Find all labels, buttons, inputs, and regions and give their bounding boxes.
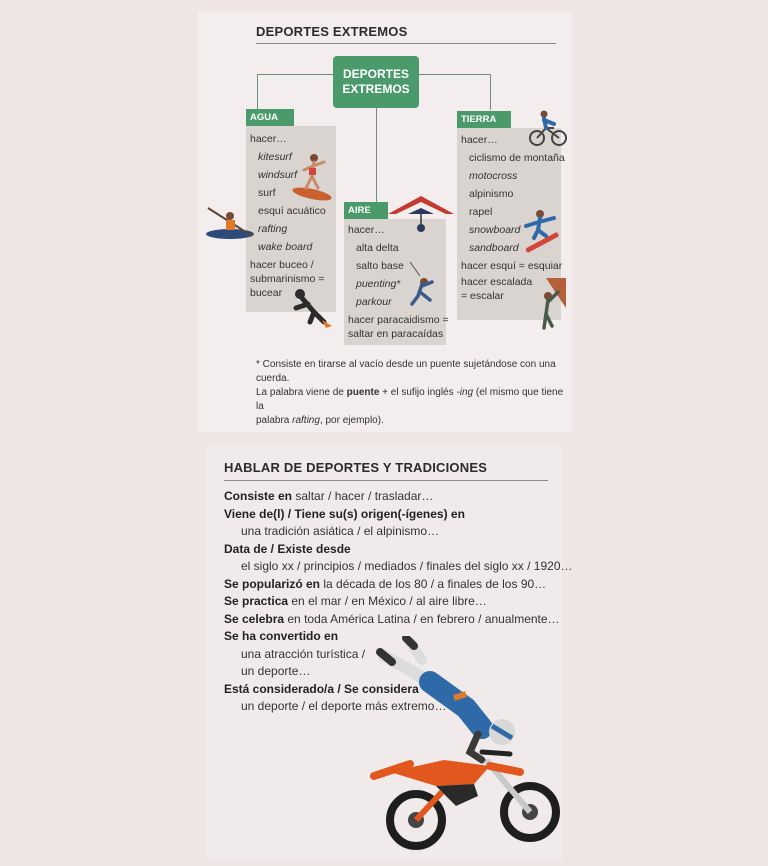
agua-extra: bucear [250,287,283,299]
kayaker-illustration [204,204,256,242]
agua-extra: hacer buceo / [250,259,314,271]
tierra-intro: hacer… [461,134,498,146]
aire-item: puenting* [356,278,401,290]
phrase-key: Está considerado/a / Se considera [224,681,419,696]
tierra-item: alpinismo [469,188,514,200]
footnote-text: (el mismo que tiene la [256,387,564,412]
agua-item: windsurf [258,169,298,181]
agua-item: kitesurf [258,151,292,163]
motocross-rider-illustration [370,636,566,858]
phrase-key: Consiste en [224,489,293,503]
climber-illustration [532,278,566,336]
windsurfer-illustration [290,150,336,204]
phrase-item [224,506,564,524]
footnote-line1: * Consiste en tirarse al vacío desde un puente sujetándose con una cuerda. [256,359,556,384]
footnote-line3 [256,414,568,428]
phrase-key: Se celebra [224,611,285,626]
section-title-extreme-sports: DEPORTES EXTREMOS [256,24,408,39]
tierra-extra: hacer esquí = esquiar [461,260,563,272]
title-rule [224,480,548,481]
tierra-item: ciclismo de montaña [469,152,565,164]
phrase-item [224,541,564,559]
main-box-line1: DEPORTES [342,67,409,81]
footnote-text: + el sufijo inglés [379,387,457,398]
phrase-sub: un deporte / el deporte más extremo… [241,699,447,713]
tierra-item: rapel [469,206,493,218]
footnote [256,358,568,428]
phrase-sub: una atracción turística / [241,646,366,661]
tierra-extra: = escalar [461,290,504,302]
cyclist-illustration [528,108,568,148]
aire-intro: hacer… [348,224,385,236]
connector-line [257,74,334,75]
connector-line [490,74,491,110]
footnote-text: palabra [256,415,293,426]
tierra-item: snowboard [469,224,521,236]
agua-extra: submarinismo = [250,273,325,285]
footnote-text: La palabra viene de [256,387,347,398]
phrase-rest: en el mar / en México / al aire libre… [288,594,487,608]
phrase-key: Viene de(l) / Tiene su(s) origen(-ígenes) en [224,506,465,521]
section-title-traditions: HABLAR DE DEPORTES Y TRADICIONES [224,460,488,475]
hang-glider-illustration [386,192,456,236]
bungee-jumper-illustration [404,262,444,308]
phrase-rest: la década de los 80 / a finales de los 90… [320,576,547,591]
tag-tierra: TIERRA [457,111,511,128]
phrase-sub: una tradición asiática / el alpinismo… [241,524,440,538]
agua-item: wake board [258,241,313,253]
phrase-key: Se practica [224,594,289,608]
main-category-box [333,56,419,108]
connector-line [376,108,377,202]
phrase-rest: saltar / hacer / trasladar… [292,489,434,503]
phrase-key: Data de / Existe desde [224,541,351,556]
footnote-bold: puente [346,387,380,398]
aire-item: parkour [356,296,392,308]
aire-item: alta delta [356,242,399,254]
diver-illustration [288,286,336,330]
connector-line [257,74,258,110]
footnote-italic: -ing [456,387,474,398]
tag-aire: AIRE [344,202,388,219]
phrase-item [224,611,564,629]
tierra-extra: hacer escalada [461,276,533,288]
tierra-item: motocross [469,170,518,182]
phrase-key: Se ha convertido en [224,629,339,643]
tierra-item: sandboard [469,242,519,254]
aire-item: salto base [356,260,404,272]
footnote-italic: rafting [292,415,320,426]
connector-line [418,74,491,75]
aire-extra: hacer paracaidismo = [348,314,449,326]
footnote-text: , por ejemplo). [319,415,384,426]
phrase-item [224,576,564,594]
phrase-sub: un deporte… [241,664,311,678]
main-box-line2: EXTREMOS [342,82,410,96]
title-rule [256,43,556,44]
agua-item: rafting [258,223,288,235]
footnote-line2 [256,386,568,414]
phrase-key: Se popularizó en [224,576,321,591]
snowboarder-illustration [518,206,566,254]
agua-item: surf [258,187,276,199]
agua-intro: hacer… [250,133,287,145]
tag-agua: AGUA [246,109,294,126]
aire-extra: saltar en paracaídas [348,328,444,340]
phrase-item [224,593,564,611]
phrase-item [224,488,564,506]
phrase-sub: el siglo xx / principios / mediados / finales del siglo xx / 1920… [241,559,573,573]
phrase-rest: en toda América Latina / en febrero / anualmente… [284,611,560,626]
agua-item: esquí acuático [258,205,326,217]
